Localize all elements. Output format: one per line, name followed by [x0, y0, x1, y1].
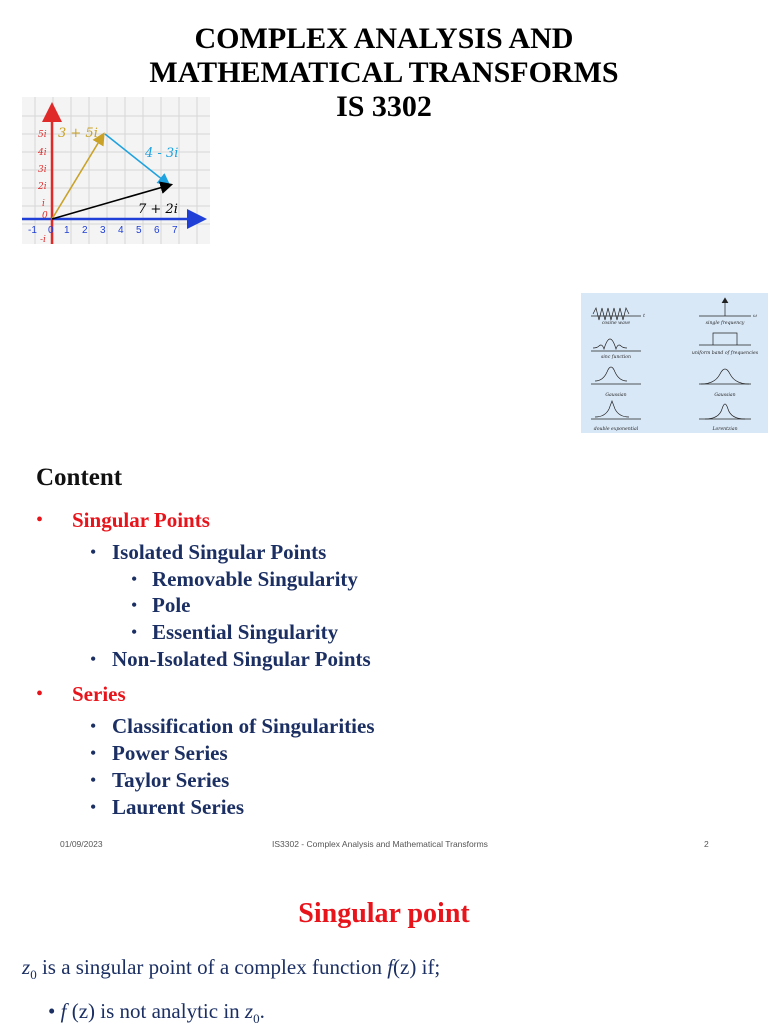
axis-mark-omega: ω [753, 314, 757, 319]
label-single-frequency: single frequency [705, 321, 745, 326]
z0-variable: z [22, 955, 31, 979]
x-tick: 1 [64, 225, 70, 236]
outline-item-l3: Removable Singularity [152, 567, 358, 591]
x-tick: 3 [100, 225, 106, 236]
definition-text-a: is a singular point of a complex function [36, 955, 388, 979]
y-tick: 2i [38, 182, 47, 192]
label-3-plus-5i: 3 + 5i [58, 126, 98, 141]
x-tick: 2 [82, 225, 88, 236]
y-tick: -i [40, 235, 46, 244]
label-uniform-band: uniform band of frequencies [691, 351, 759, 356]
x-tick: 7 [172, 225, 178, 236]
z0-subscript: 0 [253, 1011, 260, 1027]
bullet: • [131, 569, 138, 589]
title-line-1: COMPLEX ANALYSIS AND [194, 22, 574, 55]
title-line-2: MATHEMATICAL TRANSFORMS [149, 56, 619, 89]
y-tick: 3i [38, 165, 47, 175]
function-arg: (z) [393, 955, 417, 979]
complex-plane-figure [22, 97, 210, 244]
bullet: • [36, 683, 44, 705]
z0-variable: z [244, 999, 254, 1023]
title-line-3: IS 3302 [336, 90, 432, 123]
x-tick-labels [28, 225, 178, 236]
bullet: • [48, 999, 56, 1023]
label-lorentzian: Lorentzian [712, 427, 738, 432]
function-arg: (z) [66, 999, 96, 1023]
label-cosine-wave: cosine wave [601, 321, 631, 326]
outline-item-l3: Essential Singularity [152, 620, 339, 644]
y-tick: i [42, 199, 45, 209]
x-tick: 6 [154, 225, 160, 236]
outline-item-l2: Taylor Series [112, 768, 230, 792]
bullet: • [131, 595, 138, 615]
outline-item-l2: Laurent Series [112, 795, 245, 819]
definition-text-b: if; [416, 955, 441, 979]
bullet: • [90, 716, 97, 736]
y-tick: 0 [42, 211, 48, 221]
z0-subscript: 0 [30, 967, 37, 983]
label-4-minus-3i: 4 - 3i [145, 146, 179, 161]
bullet: • [36, 509, 44, 531]
outline-item-l2: Isolated Singular Points [112, 540, 327, 564]
bullet: • [131, 622, 138, 642]
bullet: • [90, 743, 97, 763]
singular-point-title: Singular point [298, 898, 470, 929]
x-tick: 0 [48, 225, 54, 236]
label-sinc-function: sinc function [600, 355, 632, 360]
label-gaussian-right: Gaussian [714, 393, 736, 398]
outline-item-l2: Power Series [112, 741, 228, 765]
function-f: f [60, 999, 67, 1023]
outline-item-l2: Non-Isolated Singular Points [112, 647, 371, 671]
bullet: • [90, 542, 97, 562]
definition-line [22, 955, 440, 983]
x-tick: 4 [118, 225, 124, 236]
outline-item-l3: Pole [152, 593, 191, 617]
footer-date: 01/09/2023 [60, 839, 103, 849]
content-heading: Content [36, 464, 123, 491]
y-tick: 4i [38, 148, 47, 158]
x-tick: 5 [136, 225, 142, 236]
footer-course: IS3302 - Complex Analysis and Mathematical Transforms [272, 839, 488, 849]
outline-item-l2: Classification of Singularities [112, 714, 375, 738]
condition-text: is not analytic in [95, 999, 245, 1023]
footer-page-number: 2 [704, 839, 709, 849]
bullet: • [90, 770, 97, 790]
y-tick: 5i [38, 130, 47, 140]
label-gaussian-left: Gaussian [605, 393, 627, 398]
axis-mark-t: t [643, 314, 645, 319]
label-double-exponential: double exponential [593, 427, 639, 432]
outline-item-l1: Singular Points [72, 508, 210, 532]
bullet: • [90, 649, 97, 669]
outline-item-l1: Series [72, 682, 126, 706]
label-7-plus-2i: 7 + 2i [138, 202, 178, 217]
condition-end: . [259, 999, 265, 1023]
figure-background [581, 293, 768, 433]
transform-pairs-figure [581, 293, 768, 433]
condition-line [48, 999, 265, 1027]
function-f: f [387, 955, 394, 979]
x-tick: -1 [28, 225, 37, 236]
bullet: • [90, 797, 97, 817]
